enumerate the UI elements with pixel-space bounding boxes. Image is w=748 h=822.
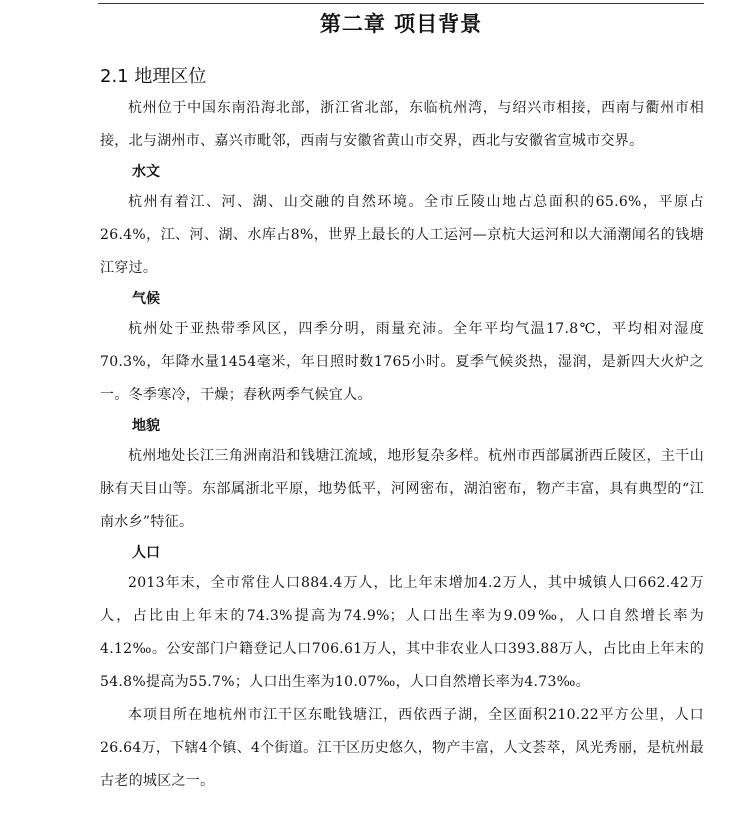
hydrology-heading: 水文 xyxy=(132,164,160,180)
climate-heading: 气候 xyxy=(132,291,160,307)
section-heading: 2.1 地理区位 xyxy=(100,66,207,87)
population-heading: 人口 xyxy=(132,545,160,561)
climate-paragraph: 杭州处于亚热带季风区，四季分明，雨量充沛。全年平均气温17.8℃，平均相对湿度70.3%，年降水量1454毫米，年日照时数1765小时。夏季气候炎热，湿润，是新四大火炉之一。冬季寒冷，干燥；春秋两季气候宜人。 xyxy=(100,321,704,403)
landform-paragraph: 杭州地处长江三角洲南沿和钱塘江流域，地形复杂多样。杭州市西部属浙西丘陵区，主干山脉有天目山等。东部属浙北平原，地势低平，河网密布，湖泊密布，物产丰富，具有典型的“江南水乡”特征。 xyxy=(100,448,704,530)
population-paragraph: 2013年末，全市常住人口884.4万人，比上年末增加4.2万人，其中城镇人口662.42万人，占比由上年末的74.3%提高为74.9%；人口出生率为9.09‰，人口自然增长率为4.12‰。公安部门户籍登记人口706.61万人，其中非农业人口393.88万人，占比由上年末的54.8%提高为55.7%；人口出生率为10.07‰，人口自然增长率为4.73‰。 xyxy=(100,575,704,690)
hydrology-paragraph: 杭州有着江、河、湖、山交融的自然环境。全市丘陵山地占总面积的65.6%，平原占26.4%，江、河、湖、水库占8%，世界上最长的人工运河—京杭大运河和以大涌潮闻名的钱塘江穿过。 xyxy=(100,194,704,276)
project-paragraph: 本项目所在地杭州市江干区东毗钱塘江，西依西子湖，全区面积210.22平方公里，人口26.64万，下辖4个镇、4个街道。江干区历史悠久，物产丰富，人文荟萃，风光秀丽，是杭州最古老的城区之一。 xyxy=(100,707,704,789)
document-body xyxy=(100,92,704,798)
chapter-title: 第二章 项目背景 xyxy=(319,12,483,36)
intro-paragraph: 杭州位于中国东南沿海北部，浙江省北部，东临杭州湾，与绍兴市相接，西南与衢州市相接，北与湖州市、嘉兴市毗邻，西南与安徽省黄山市交界，西北与安徽省宣城市交界。 xyxy=(100,100,704,149)
header-rule xyxy=(98,3,704,4)
landform-heading: 地貌 xyxy=(132,418,160,434)
